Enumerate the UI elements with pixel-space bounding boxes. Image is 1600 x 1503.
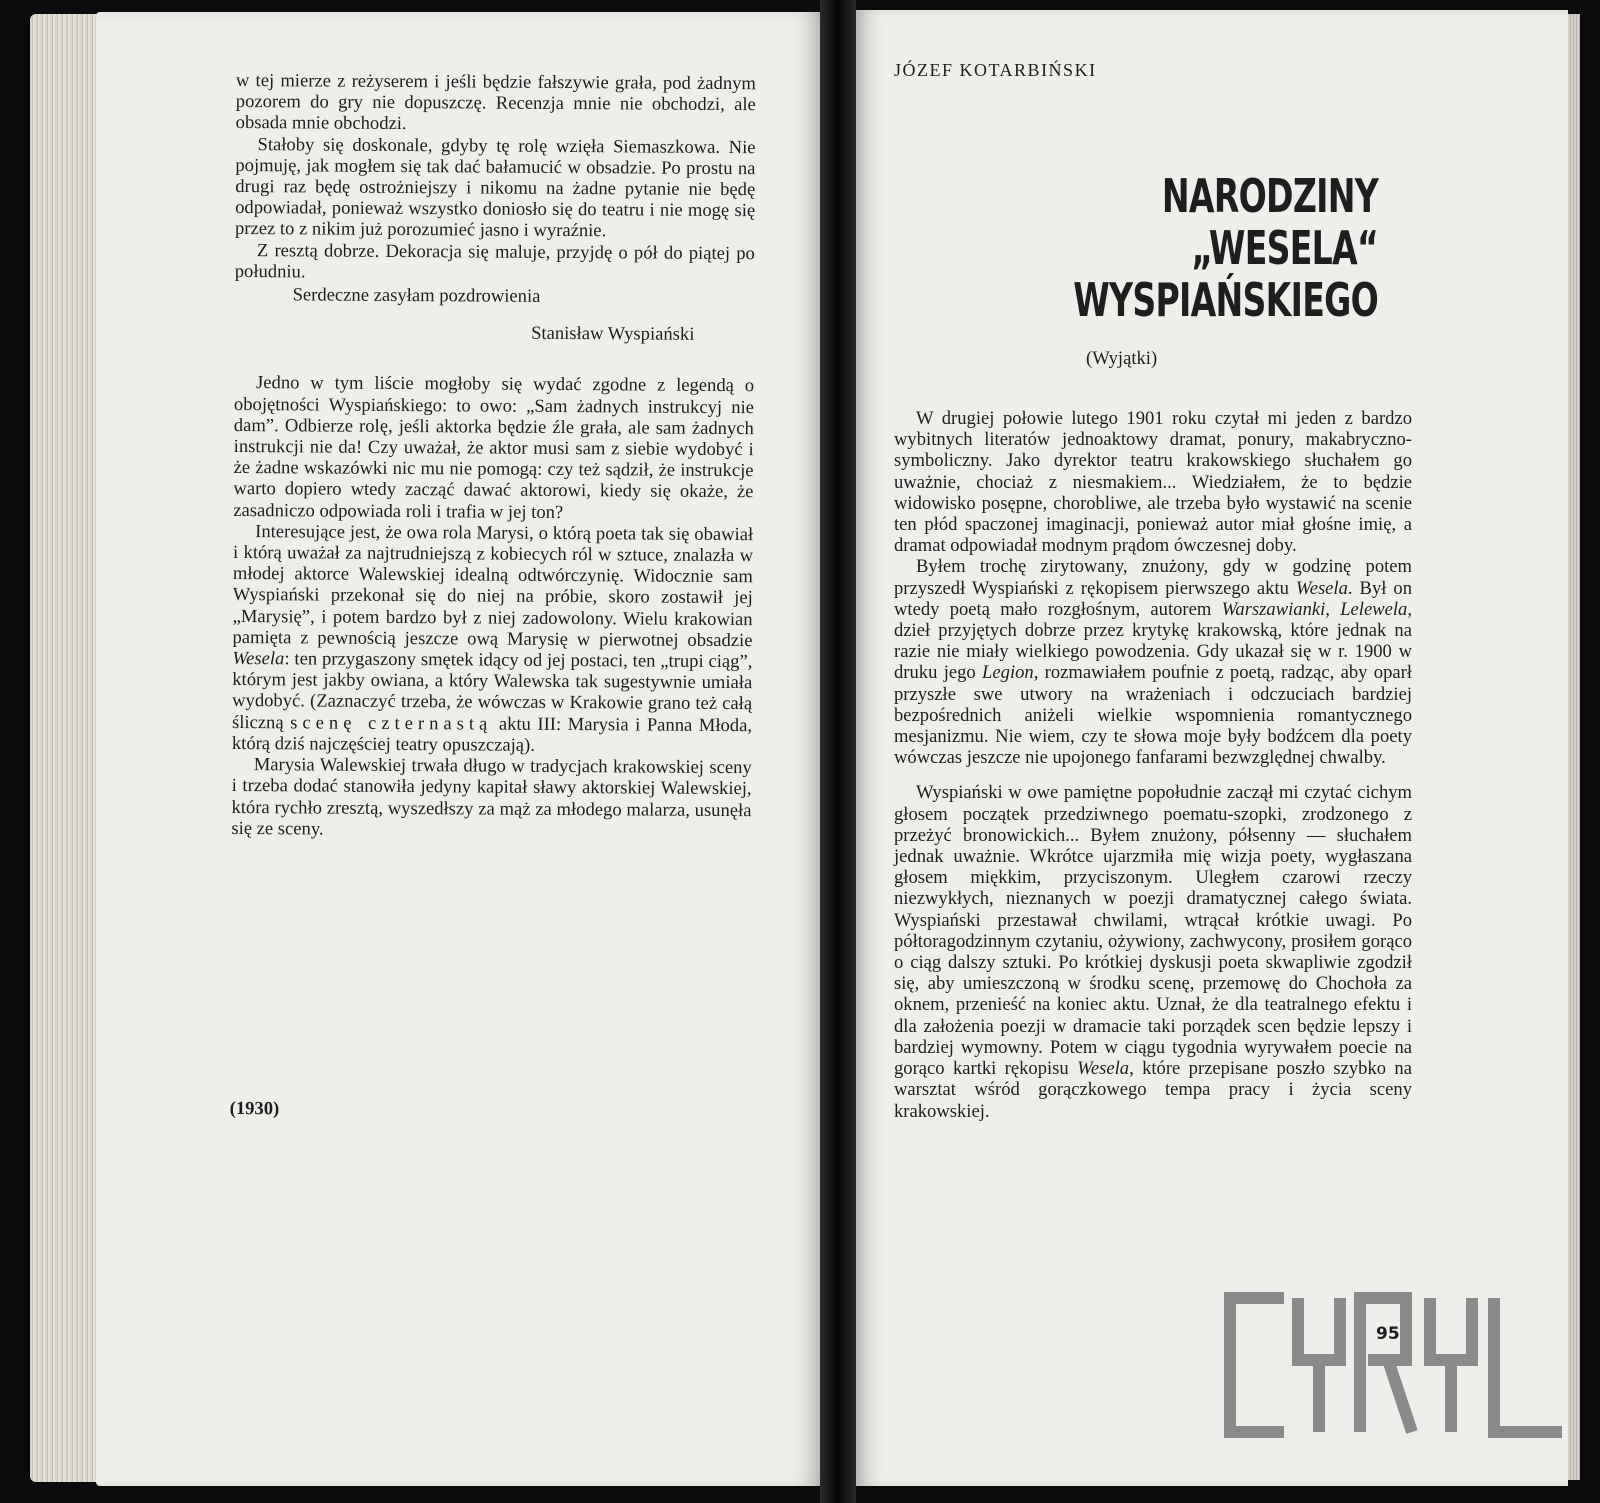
italic-title: Legion, bbox=[982, 662, 1039, 684]
title-line-2: WYSPIAŃSKIEGO bbox=[1073, 273, 1378, 327]
book-gutter bbox=[820, 0, 856, 1503]
book-page-edges-left bbox=[30, 14, 100, 1482]
article-subtitle: (Wyjątki) bbox=[1086, 348, 1158, 369]
paragraph: Jedno w tym liście mogłoby się wydać zgodne z legendą o obojętności Wyspiańskiego: to owo: „Sam żadnych instrukcyj nie dam”. Odbierze rolę, jeśli aktorka będzie źle grała, ale sam żadnych instrukcji nie da! Czy uważał, że aktor musi sam z siebie wydobyć i że żadne wskazówki nic mu nie pomogą: czy też sądził, że instrukcje warto dopiero wtedy zacząć dawać aktorowi, kiedy się okaże, że zasadniczo odpowiada roli i trafia w jej ton? bbox=[233, 372, 755, 523]
author-name: JÓZEF KOTARBIŃSKI bbox=[894, 60, 1097, 80]
letter-greeting: Serdeczne zasyłam pozdrowienia bbox=[292, 284, 541, 307]
paragraph: Z resztą dobrze. Dekoracja się maluje, przyjdę o pół do piątej po południu. bbox=[234, 239, 755, 283]
letter-signature: Stanisław Wyspiański bbox=[531, 323, 695, 346]
italic-title: Wesela, bbox=[1077, 1058, 1134, 1080]
paragraph: Marysia Walewskiej trwała długo w tradycjach krakowskiej sceny i trzeba dodać stanowiła jedyny kapitał sławy aktorskiej Walewskiej, która rychło zresztą, wyszedłszy za mąż za młodego malarza, usunęła się ze sceny. bbox=[231, 754, 752, 840]
paragraph: Stałoby się doskonale, gdyby tę rolę wzięła Siemaszkowa. Nie pojmuję, jak mogłem się tak dać bałamucić w obsadzie. Po prostu na drugi raz będę ostrożniejszy i nikomu na żadne pytanie nie będę odpowiadał, ponieważ wszystko doniosło się do teatru i nie mogę się przez to z nikim już porozumieć jasno i wyraźnie. bbox=[234, 133, 756, 242]
paragraph: W drugiej połowie lutego 1901 roku czytał mi jeden z bardzo wybitnych literatów jednoaktowy dramat, ponury, makabryczno-symboliczny. Jako dyrektor teatru krakowskiego słuchałem go uważnie, chociaż z niesmakiem... Wiedziałem, że to będzie widowisko posępne, chorobliwe, ale trzeba było wystawić na scenie ten płód spaczonej imaginacji, ponieważ autor miał głośne imię, a dramat odpowiadał modnym prądom ówczesnej doby. bbox=[894, 408, 1412, 557]
paragraph: Wyspiański w owe pamiętne popołudnie zaczął mi czytać cichym głosem początek przedziwnego poematu-szopki, zrodzonego z przeżyć bronowickich... Byłem znużony, półsenny — słuchałem jednak uważnie. Wkrótce ujarzmiła mię wizja poety, wygłaszana głosem miękkim, przyciszonym. Uległem czarowi rzeczy niezwykłych, nieznanych w poezji dramatycznej całego świata. Wyspiański przestawał chwilami, wtrącał krótkie uwagi. Po półtoragodzinnym czytaniu, ożywiony, zachwycony, prosiłem gorąco o ciąg dalszy sztuki. Po krótkiej dyskusji poeta skwapliwie zgodził się, aby umieszczoną w środku scenę, przemowę do Chochoła za oknem, przenieść na koniec aktu. Uznał, że dla teatralnego efektu i dla założenia poezji w dramacie taki porządek scen będzie lepszy i bardziej wymowny. Potem w ciągu tygodnia wyrywałem poecie na gorąco kartki rękopisu Wesela, które przepisane poszło szybko na warsztat wśród gorączkowego tempa pracy i życia sceny krakowskiej. bbox=[894, 782, 1412, 1122]
spaced-emphasis: scenę czternastą bbox=[290, 712, 493, 735]
italic-title: Wesela bbox=[232, 648, 285, 670]
italic-title: Warszawianki, Lelewela, bbox=[1221, 598, 1412, 620]
title-line-1: NARODZINY „WESELA“ bbox=[1161, 169, 1378, 275]
article-title bbox=[1002, 170, 1378, 326]
italic-title: Wesela bbox=[1295, 577, 1348, 599]
page-number: 95 bbox=[1376, 1324, 1400, 1344]
paragraph: Byłem trochę zirytowany, znużony, gdy w godzinę potem przyszedł Wyspiański z rękopisem pierwszego aktu Wesela. Był on wtedy poetą mało rozgłośnym, autorem Warszawianki, Lelewela, dzieł przyjętych dobrze przez krytykę krakowską, które jednak na razie nie miały wielkiego powodzenia. Gdy ukazał się w r. 1900 w druku jego Legion, rozmawiałem poufnie z poetą, radząc, aby oparł przyszłe swe utwory na wrażeniach i odczuciach bardziej bezpośrednich aniżeli wielkie wspomnienia romantycznego mesjanizmu. Nie wiem, czy te słowa moje były bodźcem dla poety wówczas jeszcze nie upojonego fanfarami bezwzględnej chwalby. bbox=[894, 556, 1412, 769]
year-note: (1930) bbox=[229, 1097, 280, 1120]
cyryl-watermark-logo bbox=[1222, 1290, 1572, 1440]
watermark-letters bbox=[1222, 1290, 1572, 1440]
right-page bbox=[856, 10, 1568, 1486]
right-page-text bbox=[894, 408, 1412, 1122]
paragraph: w tej mierze z reżyserem i jeśli będzie fałszywie grała, pod żadnym pozorem do gry nie dopuszczę. Recenzja mnie nie obchodzi, ale obsada mnie obchodzi. bbox=[235, 70, 756, 135]
paragraph: Interesujące jest, że owa rola Marysi, o którą poeta tak się obawiał i którą uważał za najtrudniejszą z kobiecych ról w sztuce, znalazła w młodej aktorce Walewskiej idealną odtwórczynię. Widocznie sam Wyspiański przekonał się do niej na próbie, skoro zostawił jej „Marysię”, i potem bardzo był z niej zadowolony. Wielu krakowian pamięta z pewnością jeszcze ową Marysię w pierwotnej obsadzie Wesela: ten przygaszony smętek idący od jej postaci, ten „trupi ciąg”, którym jest jakby owiana, a który Walewska tak sugestywnie umiała wydobyć. (Zaznaczyć trzeba, że wówczas w Krakowie grano też całą śliczną scenę czternastą aktu III: Marysia i Panna Młoda, którą dziś najczęściej teatry opuszczają). bbox=[231, 520, 754, 756]
left-page bbox=[96, 12, 820, 1486]
left-page-text bbox=[229, 70, 756, 1120]
